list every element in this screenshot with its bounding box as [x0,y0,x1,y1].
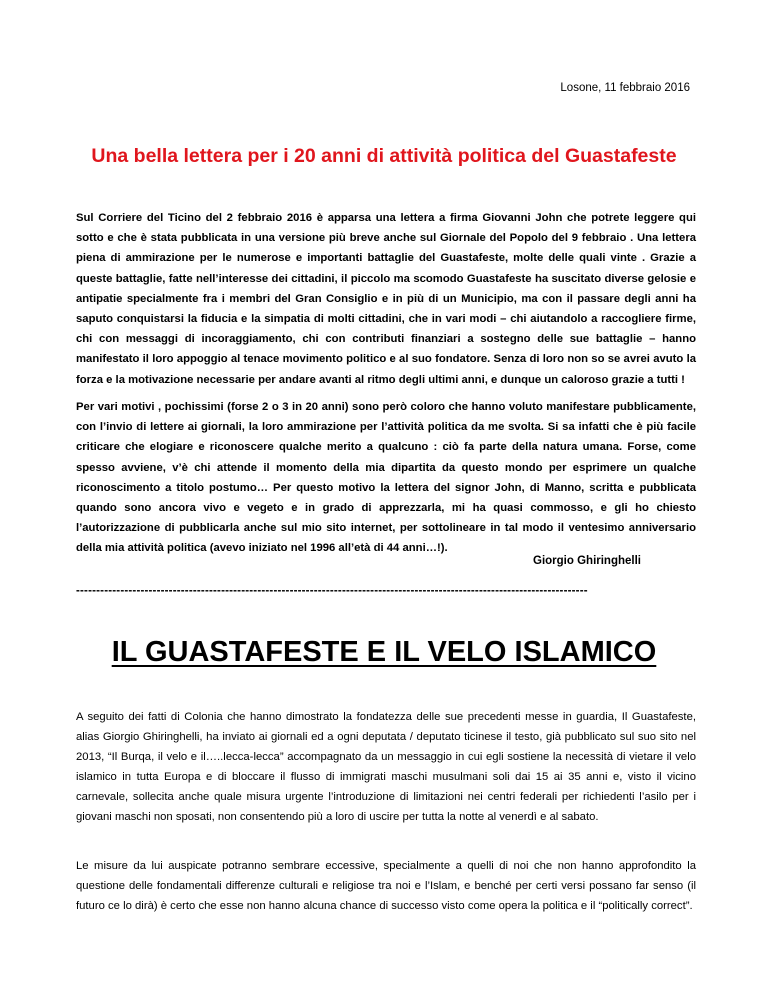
letter-paragraph-1: Sul Corriere del Ticino del 2 febbraio 2016 è apparsa una lettera a firma Giovanni John che potrete leggere qui sotto e che è stata pubblicata in una versione più breve anche sul Giornale del Popolo del 9 febbraio . Una lettera piena di ammirazione per le numerose e importanti battaglie del Guastafeste, molte delle quali vinte . Grazie a queste battaglie, fatte nell’interesse dei cittadini, il piccolo ma scomodo Guastafeste ha suscitato diverse gelosie e antipatie specialmente fra i membri del Gran Consiglio e in più di un Municipio, ma con il passare degli anni ha saputo conquistarsi la fiducia e la simpatia di molti cittadini, che in vari modi – chi aiutandolo a raccogliere firme, chi con messaggi di incoraggiamento, chi con contributi finanziari a sostegno delle sue battaglie – hanno manifestato il loro appoggio al tenace movimento politico e al suo fondatore. Senza di loro non so se avrei avuto la forza e la motivazione necessarie per andare avanti al ritmo degli ultimi anni, e dunque un caloroso grazie a tutti ! [76,212,696,386]
dateline: Losone, 11 febbraio 2016 [560,82,690,94]
letter-title: Una bella lettera per i 20 anni di attività politica del Guastafeste [91,145,677,167]
article-title: IL GUASTAFESTE E IL VELO ISLAMICO [111,636,657,668]
signature: Giorgio Ghiringhelli [533,555,641,567]
article-paragraph-1: A seguito dei fatti di Colonia che hanno dimostrato la fondatezza delle sue precedenti messe in guardia, Il Guastafeste, alias Giorgio Ghiringhelli, ha inviato ai giornali ed a ogni deputata / deputato ticinese il testo, già pubblicato sul suo sito nel 2013, “Il Burqa, il velo e il…..lecca-lecca” accompagnato da un messaggio in cui egli sostiene la necessità di vietare il velo islamico in tutta Europa e di bloccare il flusso di immigrati maschi musulmani soli dai 15 ai 35 anni e, visto il vicino carnevale, sollecita anche quale misura urgente l’introduzione di limitazioni nei centri federali per richiedenti l’asilo per i giovani maschi non sposati, non consentendo più a loro di uscire per tutta la notte al venerdì e al sabato. [76,711,696,824]
letter-paragraph-2: Per vari motivi , pochissimi (forse 2 o 3 in 20 anni) sono però coloro che hanno voluto manifestare pubblicamente, con l’invio di lettere ai giornali, la loro ammirazione per l’attività politica da me svolta. Si sa infatti che è più facile criticare che elogiare e riconoscere qualche merito a qualcuno : ciò fa parte della natura umana. Forse, come spesso avviene, v’è chi attende il momento della mia dipartita da questo mondo per esprimere un qualche riconoscimento a titolo postumo… Per questo motivo la lettera del signor John, di Manno, scritta e pubblicata quando sono ancora vivo e vegeto e in grado di apprezzarla, mi ha quasi commosso, e gli ho chiesto l’autorizzazione di pubblicarla anche sul mio sito internet, per sottolineare in tal modo il ventesimo anniversario della mia attività politica (avevo iniziato nel 1996 all’età di 44 anni…!). [76,401,696,555]
dashed-divider: ------------------------------------------------------------------------------------------------------------------------------- [76,585,588,597]
article-paragraph-2: Le misure da lui auspicate potranno sembrare eccessive, specialmente a quelli di noi che non hanno approfondito la questione delle fondamentali differenze culturali e religiose tra noi e l’Islam, e benché per certi versi possano far senso (il futuro ce lo dirà) è certo che esse non hanno alcuna chance di successo visto come opera la politica e il “politically correct”. [76,860,696,913]
